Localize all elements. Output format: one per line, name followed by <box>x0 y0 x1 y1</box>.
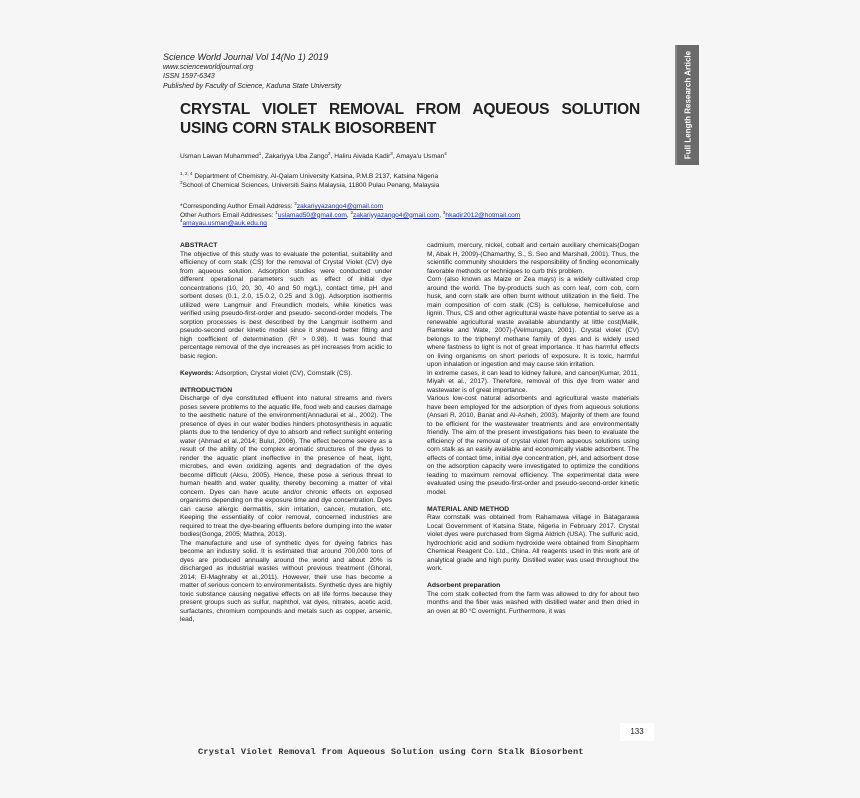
email-sup: 3 <box>442 209 446 215</box>
body-paragraph: Corn (also known as Maize or Zea mays) is a widely cultivated crop around the world. The by-products such as corn leaf, corn cob, corn husk, and corn stalk are often burnt without utilization in the field. The main composition of corn stalk (CS) is cellulose, hemicellulose and lignin. Thus, CS and other agricultural waste have potential to serve as a renewable agricultural waste available abundantly at little cost(Malik, Ramteke and Wate, 2007)-(Velmurugan, 2001). Crystal violet (CV) belongs to the triphenyl methane family of dyes and is widely used where fastness to light is not of great importance. It has harmful effects on living organisms on short periods of exposure. It is toxic, harmful upon inhalation or ingestion and may cause skin irritation. <box>427 276 639 368</box>
author-list: Usman Lawan Muhammed$^1$, Zakariyya Uba Zango$^2$, Haliru Aivada Kadir$^3$, Amaya'u Usman$^4$ <box>180 150 447 160</box>
affiliation-sup: 3 <box>180 179 183 185</box>
paper-title <box>180 100 640 138</box>
journal-header <box>163 53 483 91</box>
article-type-label: Full Length Research Article <box>683 50 693 160</box>
author-sup: 1 <box>258 150 262 156</box>
email-link[interactable]: hkadir2012@hotmail.com <box>445 211 521 219</box>
email-block: *Corresponding Author Email Address: $^2$zakariyyazango4@gmail.com Other Authors Email Addresses: $^1$uslamad50@gmail.com, $^2$zakariyyazango4@gmail.com, $^3$hkadir2012@hotmail.com $^4$amayau.usman@auk.edu.ng <box>180 200 521 227</box>
footer-caption: Crystal Violet Removal from Aqueous Solution using Corn Stalk Biosorbent <box>198 747 584 757</box>
affiliation-text: Department of Chemistry, Al-Qalam University Katsina, P.M.B 2137, Katsina Nigeria <box>194 173 439 180</box>
email-sup: 2 <box>294 200 297 206</box>
journal-issn: ISSN 1597-6343 <box>163 73 215 80</box>
email-link[interactable]: zakariyyazango4@gmail.com <box>353 211 440 219</box>
journal-website: www.scienceworldjournal.org <box>163 63 254 71</box>
affiliation-text: School of Chemical Sciences, Universiti Sains Malaysia, 11800 Pulau Penang, Malaysia <box>182 182 440 189</box>
paper-title-line1: CRYSTAL VIOLET REMOVAL FROM AQUEOUS SOLUTION <box>180 101 640 118</box>
email-sup: 1 <box>275 209 278 215</box>
method-paragraph: Raw cornstalk was obtained from Rahamawa village in Batagarawa Local Government of Katsina State, Nigeria in February 2017. Crystal violet dyes were purchased from Sigma Aldrich (USA). The sulfuric acid, hydrochloric acid and sodium hydroxide were obtained from Sinopharm Chemical Reagent Co. Ltd., China. All reagents used in this work are of analytical grade and high purity. Distilled water was used throughout the work. <box>427 514 639 572</box>
body-paragraph: In extreme cases, it can lead to kidney failure, and cancer(Kumar, 2011, Miyah et al., 2017). Therefore, removal of this dye from water and wastewater is of great importance. <box>427 369 639 394</box>
journal-title: Science World Journal Vol 14(No 1) 2019 <box>163 52 329 62</box>
method-heading: MATERIAL AND METHOD <box>427 505 510 513</box>
author-name: Zakariyya Uba Zango <box>264 153 329 160</box>
adsorbent-prep-heading: Adsorbent preparation <box>427 582 501 589</box>
abstract-text: The objective of this study was to evaluate the potential, suitability and efficiency of corn stalk (CS) for the removal of Crystal Violet (CV) dye from aqueous solution. Adsorption studies were conducted under different operational parameters such as effect of initial dye concentrations (10, 20, 30, 40 and 50 mg/L), contact time, pH and sorbent doses (0.1, 2.0, 15.0.2, 0.25 and 3.0g). Adsorption isotherms utilized were Langmuir and Freundlich models, while kinetics was verified using pseudo-first-order and pseudo- second-order models. The sorption processes is best described by the Langmuir isotherm and pseudo-second order kinetic model since it showed better fitting and high coefficient of determination (R² > 0.98). It was found that percentage removal of the dye increases as pH increases from acidic to basic region. <box>180 250 392 360</box>
author-sup: 4 <box>444 150 447 156</box>
author-sup: 2 <box>328 150 331 156</box>
affiliation-sup: 1, 2, 4 <box>180 170 193 176</box>
email-link[interactable]: amayau.usman@auk.edu.ng <box>182 220 267 227</box>
corresponding-label: *Corresponding Author Email Address: <box>180 203 295 210</box>
introduction-paragraph: The manufacture and use of synthetic dyes for dyeing fabrics has become an industry solid. It is estimated that around 700,000 tons of dyes are produced annually around the world and about 20% is discharged as industrial wastes without previous treatment (Ghoral, 2014; El-Maghraby et al.,2011). However, their use has become a matter of serious concern to environmentalists. Synthetic dyes are highly toxic substance causing negative effects on all life forms because they present groups such as sulfur, naphthol, vat dyes, nitrates, acetic acid, surfactants, chromium compounds and metals such as copper, arsenic, lead, <box>180 539 392 623</box>
keywords-text: Adsorption, Crystal violet (CV), Cornstalk (CS). <box>213 369 353 377</box>
affiliation <box>180 181 439 190</box>
left-column <box>180 242 392 625</box>
introduction-heading: INTRODUCTION <box>180 386 233 394</box>
paper-title-line2: USING CORN STALK BIOSORBENT <box>180 120 437 137</box>
affiliation <box>180 172 439 181</box>
introduction-paragraph: Discharge of dye constituted effluent into natural streams and rivers poses severe problems to the aquatic life, food web and causes damage to the aesthetic nature of the environment(Annadurai et al., 2002). The presence of dyes in our water bodies hinders photosynthesis in aquatic plants due to the tendency of dye to absorb and reflect sunlight entering water (Ahmad et al.,2014; Bulut, 2006). The effect become severe as a result of the ability of the complex aromatic structures of the dyes to render the aquatic plant ineffective in the presence of heat, light, microbes, and even oxidizing agents and degradation of the dyes become difficult (Aksu, 2005). Hence, these pose a serious threat to human health and water quality, thereby becoming a matter of vital concern. Dyes can have acute and/or chronic effects on exposed organisms depending on the exposure time and dye concentration. Dyes can cause allergic dermatitis, skin irritation, cancer, mutation, etc. Keeping the essentiality of color removal, concerned industries are required to treat the dye-bearing effluents before dumping into the water bodies(Gonga, 2005; Mathra, 2013). <box>180 395 392 538</box>
body-paragraph: Various low-cost natural adsorbents and agricultural waste materials have been employed for the adsorption of dyes from aqueous solutions (Ansari R, 2010, Banat and Al-Asheh, 2003). Majority of them are found to be efficient for the wastewater treatments and are environmentally friendly. The aim of the present investigations has been to evaluate the efficiency of the removal of crystal violet from aqueous solutions using corn stalk as an easily available and economically viable adsorbent. The effects of contact time, initial dye concentration, pH, and adsorbent dose on the adsorption capacity were investigated to optimize the conditions leading to maximum removal efficiency. The experimental data were evaluated using the pseudo-first-order and pseudo-second-order kinetic model. <box>427 395 639 496</box>
email-link[interactable]: uslamad50@gmail.com <box>277 211 347 219</box>
corresponding-email-link[interactable]: zakariyyazango4@gmail.com <box>296 203 384 210</box>
author-name: Haliru Aivada Kadir <box>334 153 391 160</box>
adsorbent-prep-paragraph: The corn stalk collected from the farm was allowed to dry for about two months and the fiber was washed with distilled water and then dried in an oven at 80 °C overnight. Furthermore, it was <box>427 590 639 615</box>
other-emails-label: Other Authors Email Addresses: <box>180 211 276 219</box>
journal-publisher: Published by Faculty of Science, Kaduna State University <box>163 82 342 90</box>
right-column <box>427 242 639 616</box>
email-sup: 2 <box>350 209 353 215</box>
author-name: Amaya'u Usman <box>396 153 445 160</box>
page-number: 133 <box>620 723 654 741</box>
keywords <box>180 370 392 379</box>
author-sup: 3 <box>390 150 393 156</box>
keywords-label: Keywords: <box>180 369 214 377</box>
author-name: Usman Lawan Muhammed <box>180 153 259 160</box>
body-paragraph: cadmium, mercury, nickel, cobalt and certain auxiliary chemicals(Dogan M, Abak H, 2009)-(Chamarthy, S., S. Seo and Marshall, 2001). Thus, the scientific community shoulders the responsibility of finding economically favorable methods or techniques to curb this problem. <box>427 242 639 275</box>
affiliations <box>180 172 439 190</box>
article-type-tab <box>675 45 699 165</box>
email-sup: 4 <box>180 217 183 223</box>
abstract-heading: ABSTRACT <box>180 242 218 249</box>
